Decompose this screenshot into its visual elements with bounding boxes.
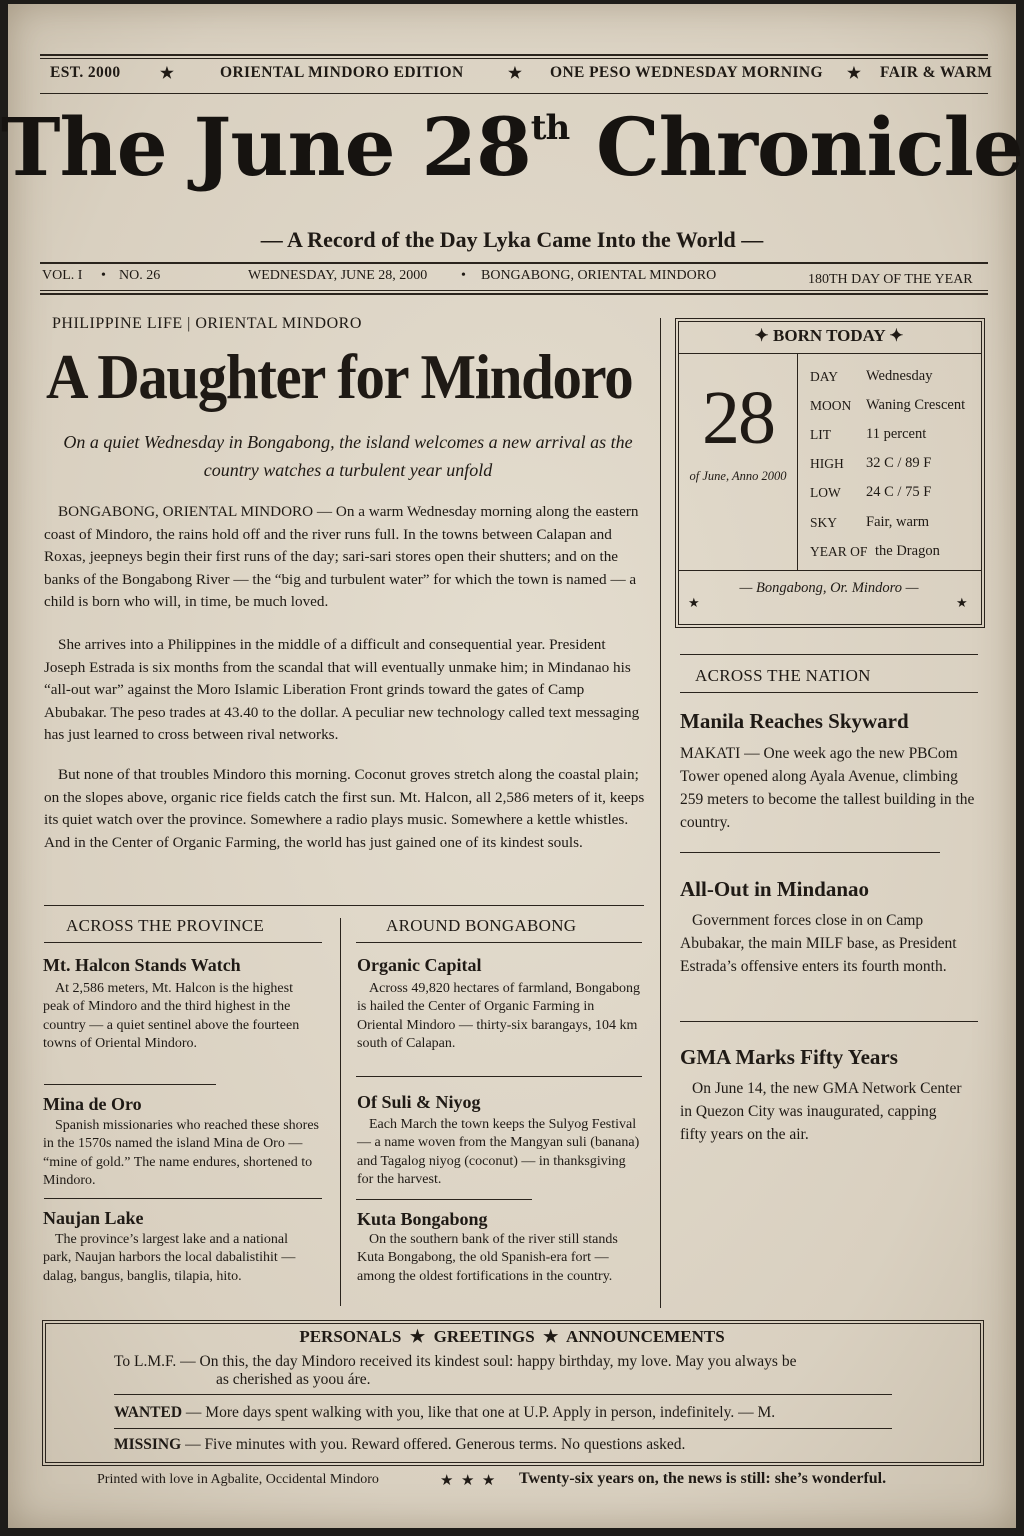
personal-wanted: WANTED — More days spent walking with you, like that one at U.P. Apply in person, indefinitely. — M. xyxy=(114,1404,776,1421)
born-key: YEAR OF xyxy=(810,544,868,559)
star-icon: ★ xyxy=(847,65,862,82)
birth-day-subtitle: of June, Anno 2000 xyxy=(689,469,787,483)
nation-top-rule xyxy=(680,654,978,655)
bongabong-item-title: Kuta Bongabong xyxy=(357,1209,488,1229)
nation-item-body: On June 14, the new GMA Network Center in Quezon City was inaugurated, capping fifty years on the air. xyxy=(680,1080,962,1143)
column-divider xyxy=(660,318,661,1308)
top-rule-thin xyxy=(40,58,988,59)
bongabong-item-body: Across 49,820 hectares of farmland, Bongabong is hailed the Center of Organic Farming in Oriental Mindoro — thirty-six barangays, 104 km south of Calapan. xyxy=(357,981,640,1052)
volume-label: VOL. I xyxy=(42,268,83,283)
nation-item-title: All-Out in Mindanao xyxy=(680,877,870,901)
nation-heading: ACROSS THE NATION xyxy=(695,666,871,685)
born-key: SKY xyxy=(810,515,838,530)
born-value: 32 C / 89 F xyxy=(866,455,932,471)
bongabong-item-title: Of Suli & Niyog xyxy=(357,1092,481,1112)
born-key: LOW xyxy=(810,485,841,500)
bongabong-item-body: Each March the town keeps the Sulyog Festival — a name woven from the Mangyan suli (banana) and Tagalog niyog (coconut) — in thanksgiving for the harvest. xyxy=(357,1117,640,1188)
born-key: HIGH xyxy=(810,456,844,471)
dateline-bottom-rule-thick xyxy=(40,293,988,295)
born-value: Wednesday xyxy=(866,368,933,384)
bongabong-heading-rule xyxy=(356,942,642,943)
lead-paragraph: She arrives into a Philippines in the middle of a difficult and consequential year. President Joseph Estrada is six months from the scandal that will eventually unmake him; in Mindanao his “all-out war” against the Moro Islamic Liberation Front grinds toward the gates of Camp Abubakar. The peso trades at 43.40 to the dollar. A peculiar new technology called text messaging has just learned to cross between rival networks. xyxy=(44,636,640,744)
price-label: ONE PESO WEDNESDAY MORNING xyxy=(550,64,823,81)
born-key: MOON xyxy=(810,398,852,413)
province-item-body: At 2,586 meters, Mt. Halcon is the highest peak of Mindoro and the third highest in the country — a quiet sentinel above the fourteen towns of Oriental Mindoro. xyxy=(43,981,300,1052)
dot-icon: • xyxy=(101,268,106,283)
personals-heading: PERSONALS ★ GREETINGS ★ ANNOUNCEMENTS xyxy=(299,1327,725,1346)
lower-column-divider xyxy=(340,918,341,1306)
item-separator xyxy=(356,1199,532,1200)
nation-heading-rule xyxy=(680,692,978,693)
lower-section-rule xyxy=(44,905,644,906)
issue-number: NO. 26 xyxy=(119,268,161,283)
province-item-title: Mt. Halcon Stands Watch xyxy=(43,955,241,975)
item-separator xyxy=(680,852,940,853)
weather-label: FAIR & WARM xyxy=(880,64,993,81)
born-key: DAY xyxy=(810,369,839,384)
personal-lmf: To L.M.F. — On this, the day Mindoro received its kindest soul: happy birthday, my love. May you always be xyxy=(114,1353,797,1370)
section-kicker: PHILIPPINE LIFE | ORIENTAL MINDORO xyxy=(52,315,362,332)
footer-closing: Twenty-six years on, the news is still: she’s wonderful. xyxy=(519,1470,887,1487)
born-today-footer-rule xyxy=(678,570,982,571)
lead-deck: On a quiet Wednesday in Bongabong, the island welcomes a new arrival as the country watches a turbulent year unfold xyxy=(63,432,633,480)
footer-printed: Printed with love in Agbalite, Occidental Mindoro xyxy=(97,1472,379,1487)
personals-separator xyxy=(114,1428,892,1429)
province-item-body: The province’s largest lake and a national park, Naujan harbors the local dabalistihit — dalag, bangus, banglis, tilapia, hito. xyxy=(43,1232,296,1284)
day-of-year: 180TH DAY OF THE YEAR xyxy=(808,272,973,287)
province-item-title: Naujan Lake xyxy=(43,1208,144,1228)
dateline-top-rule xyxy=(40,262,988,264)
province-item-body: Spanish missionaries who reached these shores in the 1570s named the island Mina de Oro — “mine of gold.” The name endures, shortened to Mindoro. xyxy=(43,1118,319,1189)
born-value: the Dragon xyxy=(875,543,940,559)
province-item-title: Mina de Oro xyxy=(43,1094,142,1114)
birth-day-number: 28 xyxy=(702,376,774,460)
star-icon: ★ xyxy=(508,65,523,82)
born-value: Waning Crescent xyxy=(866,397,966,413)
nation-item-body: MAKATI — One week ago the new PBCom Tower opened along Ayala Avenue, climbing 259 meters to become the tallest building in the country. xyxy=(680,745,975,831)
issue-date: WEDNESDAY, JUNE 28, 2000 xyxy=(248,268,428,283)
born-today-footer: — Bongabong, Or. Mindoro — xyxy=(739,580,919,596)
star-icon: ★ xyxy=(688,595,700,610)
born-today-heading: ✦ BORN TODAY ✦ xyxy=(754,326,904,345)
star-icon: ★ xyxy=(160,65,175,82)
top-rule xyxy=(40,54,988,56)
star-icon: ★ xyxy=(956,595,968,610)
item-separator xyxy=(680,1021,978,1022)
item-separator xyxy=(356,1076,642,1077)
est-label: EST. 2000 xyxy=(50,64,121,81)
nation-item-title: GMA Marks Fifty Years xyxy=(680,1045,898,1069)
dot-icon: • xyxy=(461,268,466,283)
province-heading: ACROSS THE PROVINCE xyxy=(66,916,265,935)
born-key: LIT xyxy=(810,427,831,442)
bongabong-heading: AROUND BONGABONG xyxy=(386,916,577,935)
born-value: 24 C / 75 F xyxy=(866,484,932,500)
born-value: 11 percent xyxy=(866,426,927,442)
nation-item-body: Government forces close in on Camp Abubakar, the main MILF base, as President Estrada’s offensive enters its fourth month. xyxy=(680,912,957,975)
topbar-bottom-rule xyxy=(40,93,988,94)
personal-missing: MISSING — Five minutes with you. Reward offered. Generous terms. No questions asked. xyxy=(114,1436,686,1453)
province-heading-rule xyxy=(44,942,322,943)
lead-paragraph: BONGABONG, ORIENTAL MINDORO — On a warm Wednesday morning along the eastern coast of Mindoro, the rains hold off and the river runs full. In the towns between Calapan and Roxas, jeepneys begin their first runs of the day; sari-sari stores open their shutters; and on the banks of the Bongabong River — the “big and turbulent water” for which the town is named — a child is born who will, in time, be much loved. xyxy=(44,503,639,611)
item-separator xyxy=(44,1084,216,1085)
personals-separator xyxy=(114,1394,892,1395)
personal-lmf-continued: as cherished as yoou áre. xyxy=(216,1371,371,1388)
lead-headline: A Daughter for Mindoro xyxy=(46,341,633,412)
dateline-bottom-rule xyxy=(40,290,988,291)
bongabong-item-body: On the southern bank of the river still stands Kuta Bongabong, the old Spanish-era fort — among the oldest fortifications in the country. xyxy=(357,1232,618,1284)
issue-place: BONGABONG, ORIENTAL MINDORO xyxy=(481,268,717,283)
nation-item-title: Manila Reaches Skyward xyxy=(680,709,909,733)
lead-paragraph: But none of that troubles Mindoro this morning. Coconut groves stretch along the coastal plain; on the slopes above, organic rice fields catch the first sun. Mt. Halcon, all 2,586 meters of it, keeps its quiet watch over the province. Somewhere a radio plays music. Somewhere a kettle whistles. And in the Center of Organic Farming, the world has just gained one of its kindest souls. xyxy=(44,766,645,851)
masthead-title: The June 28th Chronicle xyxy=(1,100,1023,194)
born-value: Fair, warm xyxy=(866,514,930,530)
masthead-tagline: — A Record of the Day Lyka Came Into the World — xyxy=(260,227,764,252)
item-separator xyxy=(44,1198,322,1199)
bongabong-item-title: Organic Capital xyxy=(357,955,482,975)
edition-label: ORIENTAL MINDORO EDITION xyxy=(220,64,464,81)
born-today-heading-rule xyxy=(678,353,982,354)
footer-stars: ★ ★ ★ xyxy=(440,1473,496,1489)
